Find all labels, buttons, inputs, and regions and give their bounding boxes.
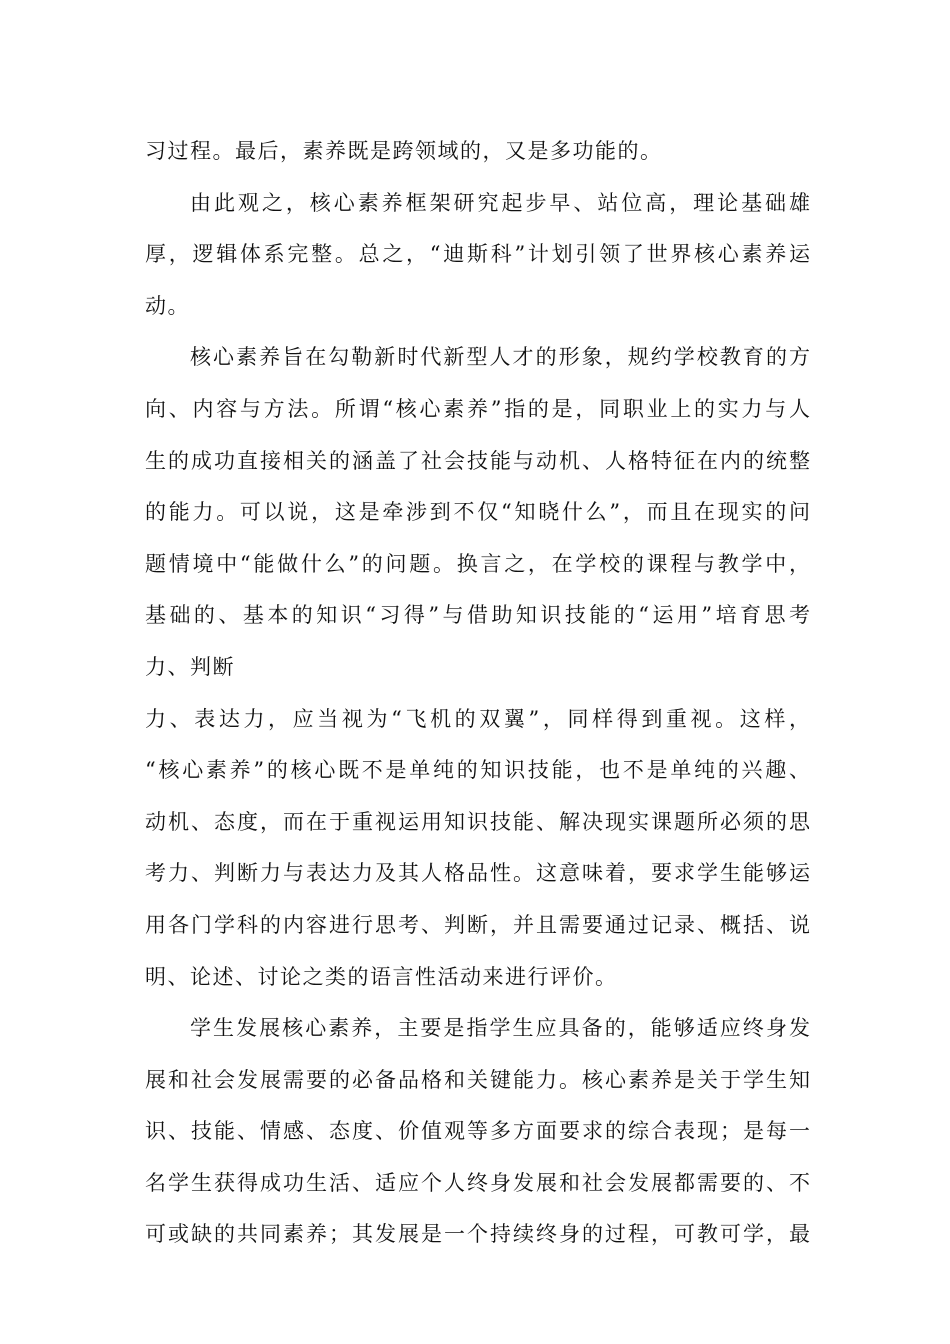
text-line: 力、表达力，应当视为“飞机的双翼”，同样得到重视。这样， (145, 706, 810, 731)
body-text (145, 126, 810, 1261)
text-line: 展和社会发展需要的必备品格和关键能力。核心素养是关于学生知 (145, 1067, 810, 1092)
text-line: 核心素养旨在勾勒新时代新型人才的形象，规约学校教育的方 (190, 345, 810, 370)
text-line: 生的成功直接相关的涵盖了社会技能与动机、人格特征在内的统整 (145, 448, 810, 473)
text-line: 可或缺的共同素养；其发展是一个持续终身的过程，可教可学，最 (145, 1222, 810, 1247)
text-line: 力、判断 (145, 654, 235, 679)
text-line: 考力、判断力与表达力及其人格品性。这意味着，要求学生能够运 (145, 861, 810, 886)
text-line: 基础的、基本的知识“习得”与借助知识技能的“运用”培育思考 (145, 603, 810, 628)
text-line: 习过程。最后，素养既是跨领域的，又是多功能的。 (145, 139, 663, 163)
text-line: 的能力。可以说，这是牵涉到不仅“知晓什么”，而且在现实的问 (145, 500, 810, 525)
text-line: 名学生获得成功生活、适应个人终身发展和社会发展都需要的、不 (145, 1170, 810, 1195)
text-line: 学生发展核心素养，主要是指学生应具备的，能够适应终身发 (190, 1016, 810, 1041)
text-line: 题情境中“能做什么”的问题。换言之，在学校的课程与教学中， (145, 551, 810, 576)
text-line: 动。 (145, 293, 190, 318)
text-line: “核心素养”的核心既不是单纯的知识技能，也不是单纯的兴趣、 (145, 758, 810, 783)
text-line: 明、论述、讨论之类的语言性活动来进行评价。 (145, 964, 618, 989)
text-line: 向、内容与方法。所谓“核心素养”指的是，同职业上的实力与人 (145, 396, 810, 421)
text-line: 用各门学科的内容进行思考、判断，并且需要通过记录、概括、说 (145, 912, 810, 937)
text-line: 厚，逻辑体系完整。总之，“迪斯科”计划引领了世界核心素养运 (145, 242, 810, 267)
text-line: 动机、态度，而在于重视运用知识技能、解决现实课题所必须的思 (145, 809, 810, 834)
text-line: 识、技能、情感、态度、价值观等多方面要求的综合表现；是每一 (145, 1119, 810, 1144)
text-line: 由此观之，核心素养框架研究起步早、站位高，理论基础雄 (190, 190, 810, 215)
